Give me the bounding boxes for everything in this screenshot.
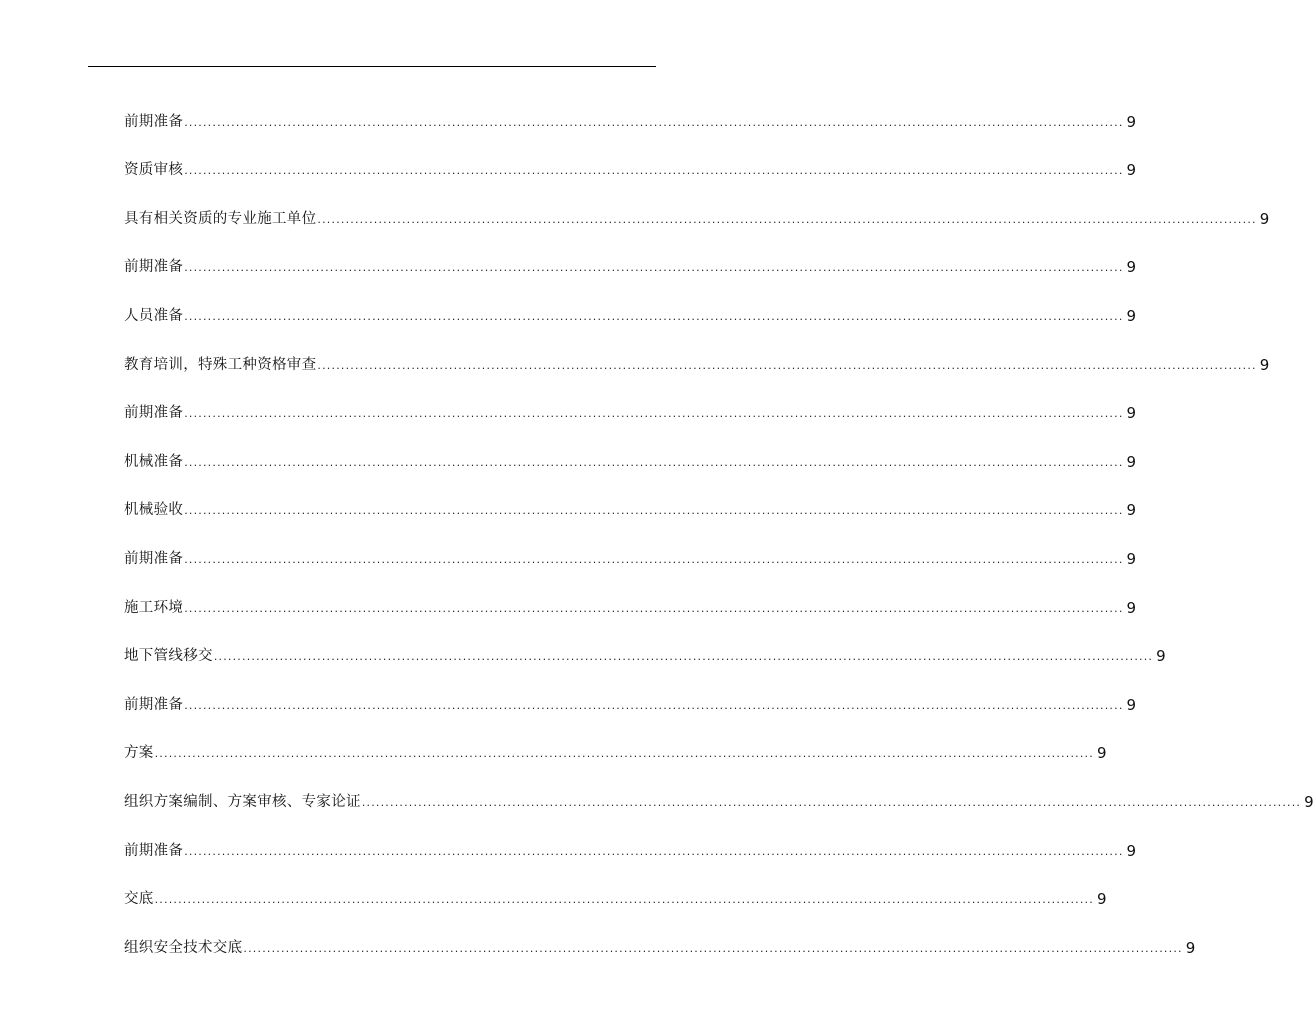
toc-dot-leader: ........................................................................................................................................................................................................ <box>184 455 1124 469</box>
toc-entry[interactable] <box>124 84 1137 133</box>
toc-entry-page-number: 9 <box>1259 209 1270 228</box>
toc-entry-page-number: 9 <box>1259 355 1270 374</box>
toc-entry[interactable] <box>124 862 1107 911</box>
toc-entry-title: 具有相关资质的专业施工单位 <box>124 210 317 227</box>
toc-entry-page-number: 9 <box>1096 890 1107 909</box>
toc-entry-page-number: 9 <box>1185 938 1196 957</box>
toc-entry-title: 资质审核 <box>124 162 184 179</box>
toc-entry-title: 组织安全技术交底 <box>124 939 243 956</box>
header-rule <box>88 66 656 67</box>
toc-dot-leader: ........................................................................................................................................................................................................ <box>361 795 1302 809</box>
table-of-contents <box>124 84 1314 959</box>
toc-entry-title: 前期准备 <box>124 550 184 567</box>
toc-dot-leader: ........................................................................................................................................................................................................ <box>154 893 1094 907</box>
toc-entry[interactable] <box>124 424 1137 473</box>
toc-entry-page-number: 9 <box>1304 792 1314 811</box>
toc-entry-title: 组织方案编制、方案审核、专家论证 <box>124 793 361 810</box>
toc-dot-leader: ........................................................................................................................................................................................................ <box>317 358 1257 372</box>
toc-entry-title: 人员准备 <box>124 307 184 324</box>
toc-entry[interactable] <box>124 667 1137 716</box>
toc-entry-title: 前期准备 <box>124 405 184 422</box>
toc-entry-page-number: 9 <box>1126 549 1137 568</box>
toc-entry-title: 前期准备 <box>124 259 184 276</box>
toc-dot-leader: ........................................................................................................................................................................................................ <box>243 941 1183 955</box>
toc-entry-title: 前期准备 <box>124 842 184 859</box>
toc-entry-title: 机械验收 <box>124 502 184 519</box>
toc-entry[interactable] <box>124 181 1270 230</box>
toc-dot-leader: ........................................................................................................................................................................................................ <box>184 261 1124 275</box>
toc-dot-leader: ........................................................................................................................................................................................................ <box>184 504 1124 518</box>
toc-entry[interactable] <box>124 813 1137 862</box>
toc-dot-leader: ........................................................................................................................................................................................................ <box>184 844 1124 858</box>
toc-entry-title: 地下管线移交 <box>124 648 213 665</box>
toc-entry[interactable] <box>124 570 1137 619</box>
toc-dot-leader: ........................................................................................................................................................................................................ <box>184 698 1124 712</box>
toc-dot-leader: ........................................................................................................................................................................................................ <box>184 552 1124 566</box>
toc-entry-page-number: 9 <box>1126 598 1137 617</box>
toc-entry[interactable] <box>124 716 1107 765</box>
toc-entry[interactable] <box>124 230 1137 279</box>
toc-entry-page-number: 9 <box>1126 452 1137 471</box>
toc-entry-page-number: 9 <box>1156 647 1166 666</box>
toc-entry-page-number: 9 <box>1126 695 1137 714</box>
toc-dot-leader: ........................................................................................................................................................................................................ <box>184 164 1124 178</box>
toc-entry-title: 施工环境 <box>124 599 184 616</box>
toc-entry-title: 交底 <box>124 891 154 908</box>
toc-entry-title: 方案 <box>124 745 154 762</box>
toc-dot-leader: ........................................................................................................................................................................................................ <box>184 115 1124 129</box>
toc-entry[interactable] <box>124 521 1137 570</box>
toc-entry[interactable] <box>124 376 1137 425</box>
toc-entry[interactable] <box>124 327 1270 376</box>
toc-entry-title: 前期准备 <box>124 113 184 130</box>
toc-entry[interactable] <box>124 278 1137 327</box>
toc-entry-title: 机械准备 <box>124 453 184 470</box>
toc-entry[interactable] <box>124 473 1137 522</box>
toc-dot-leader: ........................................................................................................................................................................................................ <box>184 309 1124 323</box>
toc-dot-leader: ........................................................................................................................................................................................................ <box>184 407 1124 421</box>
toc-entry-page-number: 9 <box>1126 841 1137 860</box>
toc-entry[interactable] <box>124 910 1196 959</box>
toc-entry-title: 教育培训，特殊工种资格审查 <box>124 356 317 373</box>
toc-entry[interactable] <box>124 619 1166 668</box>
toc-dot-leader: ........................................................................................................................................................................................................ <box>184 601 1124 615</box>
toc-entry-page-number: 9 <box>1126 306 1137 325</box>
toc-entry-page-number: 9 <box>1126 112 1137 131</box>
toc-entry-title: 前期准备 <box>124 696 184 713</box>
toc-entry[interactable] <box>124 764 1314 813</box>
toc-entry-page-number: 9 <box>1096 744 1107 763</box>
toc-entry[interactable] <box>124 133 1137 182</box>
toc-entry-page-number: 9 <box>1126 404 1137 423</box>
toc-dot-leader: ........................................................................................................................................................................................................ <box>317 212 1257 226</box>
toc-entry-page-number: 9 <box>1126 501 1137 520</box>
toc-dot-leader: ........................................................................................................................................................................................................ <box>154 747 1094 761</box>
toc-dot-leader: ........................................................................................................................................................................................................ <box>213 650 1154 664</box>
toc-entry-page-number: 9 <box>1126 161 1137 180</box>
toc-entry-page-number: 9 <box>1126 258 1137 277</box>
